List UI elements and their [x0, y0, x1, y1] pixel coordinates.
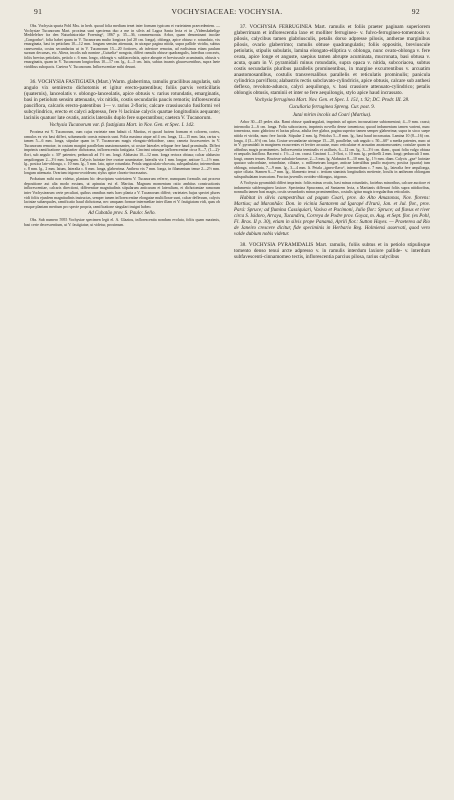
page-number-right: 92 — [411, 7, 420, 16]
synonym-36: Vochysia Tucanorum var. β. fastigiata Mart. in Nov. Gen. et Spec. I. 142. — [49, 122, 195, 128]
page-number-left: 91 — [34, 7, 43, 16]
habitat-37: Habitat in silvis campestribus ad pagum Coari, prov. do Alto Amazonas, Nov. florens: Martius; ad Maranhão: Don. in vicinia Santarem ad Igarapé d'Irurú, Jan. et Jul. flor., prov. Pará: Spruce; ad flumina Cassiquiari, Vasiva et Pacimoni, Julio flor.: Spruce; ad flavus et river circa S. Isidoro, Arraya, Tucandiru, Correya de Podre prov. Goyaz, m. Aug. et Sept. flor. (ex Pohl, Fl. Bras. II p. 30), etiam in silvis prope Panamá, Aprili flor.: Sutton Hayes. — Praeterea ad Rio de Janeiro crescere dicitur, fide speciminis in Herbario Reg. Holmiensi asservati, quod vero valde dubium nobis videtur. — [234, 196, 430, 238]
running-title: VOCHYSIACEAE: VOCHYSIA. — [171, 7, 283, 16]
species-heading-37: 37. VOCHYSIA FERRUGINEA Mart. ramulis et foliis praeter paginam superiorem glaberrimam et inflorescentia laxe et molliter ferrugineo- v. fulvo-ferrugineo-tomentosis v. pilosis, calycibus tamen glabriusculis, petalis dorso adpresse pilosis, antherae marginibus pilosis, ovario glaberrimo; ramulis obtuse quadrangulatis; foliis oppositis, breviuscule petiolatis, stipulis subulatis, lamina elongato-elliptica v. oblonga, nunc ovato-oblonga v. fere ovata, apice longe et anguste, saepius tamen abrupte acuminata, mucronata, basi obtusa v. acuta, quam in V. pyramidali minus rotundatis, supra opaca v. nitida, subcoriacea, subtus costis secundariis pluribus parallelis prominentibus, in margine excurrentibus v. arcuatim anastomosantibus, costulis transversalibus parallelis et reticulatis prominulis; panicula cylindrica parviflora; alabastris rectis subclavato-cylindricis, apice obtusis, calcare sub anthesi deflexo, revoluto-adunco, calyci aequilongo, v. basi crassiore attenuato-cylindrico; petalis oblongis obtusis, staminii et inter se fere aequilongis, stylo apice haud incrassato. — [234, 24, 430, 96]
synonym-37-c: Jutai mirim incolis ad Coari (Martius). — [292, 112, 372, 118]
observation-paragraph-2: Obs. Sub numero 5955 Vochysiae specimen legit el. A. Glaziou, inflorescentia nondum evoluta, foliis quam maximis, basi certe decrescentium, ut V. fastigiatae, ut videtur, proximum. — [24, 218, 220, 227]
observation-36: Probatum mihi non videtur, plantam hic descriptam varietatem V. Tucanorum referre, numquam formulis aut procera depositione aut alia modo exstans, ut apinatus est el. Martius. Magnam momentum ratio ambitus constructionis inflorescentiae, calcaris directioni, differentiae magnitudinis stipularum anticarum et lateralium, et dichotomiae ramorum inter Vochysiearum certe peculiari, quibus omnibus meis haec planta a V. Tucanorum differt; varietates hujus speciei plures vidi foliis ejusdem magnitudinis instructas, semper tamen inflorescentiae elongatae multiflorae sunt, calcar deflexum, calycis laciniae subaequales, ramificatio haud dichotoma, nec umquam formae intermediae inter illam et V. fastigiatam vidi, quas ob easque plantam meritum pro specie propria, ramificatione singulari insigni habeo. — [24, 177, 220, 209]
synonym-37-b: Cucullaria ferruginea Spreng. Cur. post. 9. — [288, 105, 376, 111]
locality-36: Ad Cubatão prov. S. Paulo: Sello. — [88, 210, 156, 216]
synonym-37-a: Vochysia ferruginea Mart. Nov. Gen. et Spec. I. 151, t. 92; DC. Prodr. III. 28. — [254, 97, 410, 103]
description-36: Proxima est V. Tucanorum, cum cujus varietate eam habuit cl. Martius, et quoad faciem formam et colorem, cortex, ramulos ex vix basi differt, solummodo consis minoris sunt. Folia maxima atque ad 4 cm. longa, 12—15 mm. lata, rarius v. tamen 5—6 mm. longa, stipulae quam in V. Tucanorum magis elongato-deltoideae, cano; rameta fuscescentes in V. Tucanorum remotae, in costam margini parallelam anastomosantes, ut costae laterales reliquae fere haud prominulis. Differt imprimis ramificatione regulariter dichotoma, inflorescentia fastigiata. Cincinni raiusque inflorescentiae circa 8—7, (1—2)-flori, sub angulo c. 30° patentes; pedunculi ad 1½ cm. longi. Alabastra 10—12 mm. longa rectora obtusa; calcar alabastro aequilongum 2—3½ mm. longum. Calycis laciniae fere ovatae acuminatae, lateralis vix 1 mm. longae, anticae 1—1½ mm. lg., postica late-oblonga, c. 10 mm. lg., 5 mm. lata, apice rotundata. Petala unguiculato-obovata, subspathulata; intermedium c. 8 mm. lg., 2 mm. latum, lateralia c. 6 mm. longa, glaberrima. Anthera vix 7 mm. longa, in filamentum tenue 2—2½ mm. longum attenuata. Ovarium trigono-ovoideum; stylus apice clavato-incrassatus. — [24, 130, 220, 176]
observation-37: A Vochysia pyramidali differt imprimis: foliis minus ovatis, basi minus rotundatis, faciebus minoribus, calcare auctiore et indumento subferrugineo laxiore. Specimina Spruceana, ad Santarem lecta, a Martianis differunt foliis supra nitidioribus, nonnulla tamen basi magis, costis secundariis minus prominentibus, costulis igitur magis irregularibus reticulatis. — [234, 181, 430, 195]
right-column — [234, 24, 430, 262]
observation-paragraph: Obs. Vochysia spuria Pohl Mss. in herb. quoad folia medium tenet inter formam typicam et varietatem praecedentem. — Vochysiae Tucanorum Mart. proxima sunt speciema duo a me in silvis ad Lagoa Santa lecta et in „Videnskabelige Meddelelser fra den Naturhistoriske Forening“, 1867 p. 35—36, commemorata. Arbor, quam denominant incolae „Congonha“, folia habet quam in V. Tucanorum multo longiora (ad 20 cm. longa), oblonga, apice obtuso v. rotundato, vix emarginata, basi in petiolum 10—12 mm. longum sensim attenuata, in utraque pagina nitida, supra pallide viridia, subtus canescentia, costas secundarias ut in V. Tucanorum 15—20 fortiores, ab inferiore remotas, ad earlisimas etiam paulum sursum decursas, etc. Altera, incolis sub nomine „Cuiuelia“ nongota, differt ramulis obtuse quadrangulis, lateribus concavis, foliis brevius petiolatis, petiolo c. 6 mm. longo, oblongis v. subliaceolatis, apice abrupte et breviuscule acuminatis, obtusis v. emarginatis, quam in V. Tucanorum longioribus 10—17 cm. lg., 4—5 cm. latis, subtus incanis glaucescentibus, supra laete viridibus subopacis. Caetera V. Tucanorum. Inflorescentiae mihi desunt. — [24, 24, 220, 69]
description-37: Arbor 30—45 pedes alta. Rami obtuse quadrangulati, imprimis ad apices incrassatione subtomentosi; 4—9 mm. crassi; internodia 2—6 cm. longa. Folia subcoriacea, imprimis novella dense tomentosa; quoad indumentum tamen varient, nunc tomentosa, nunc glabriora et laxius pilosa, adulta fere glabra, pagina superior tamen semper glaberrima; supra in sicco saepe nitida et viridia, nunc fere lucida. Stipulae 2 mm. lg. Petiolus 5—8 mm. lg., basi haud incrassatus. Lamina 10 (8—16) cm. longa, 4 (3—6½) cm. lata. Costae secundariae utrinque 15—20, parallelae, sub angulo c. 50—60° a media patentes, nunc ut in V. pyramidali in marginem excurrentes et leviter arcuatae, nunc reticulatae et arcuatim anastomosantes; costulae quam in affinibus magis prominentes. Inflorescentia terminalis et axillaris, 6—12 cm. lg., 3—3½ cm. diam., quasi folia vulgo obtusa et aequalis laxiflora. Racemi c. 1½—2 cm. crassi. Cincinni 1—3-flori, c. 10 mm. lg.; pedicelli 2 mm. longi; pedunculi 3 mm. longi, omnes tenues. Bracteae subulato-lanceae, 2—3 mm. lg. Alabastra 8—10 mm. lg., 1½ mm. diam. Calycis „gaz“ laciniae quatuor subcordatae, rotundatae, ciliatae, c. millimetrum longae, anticae lateralibus paullo majores; postica (quarta) tum oblonga, rotundata, 7—9 mm. lg., 3—4 mm. lt. Petala „igneo-flava“, intermedium c. 7 mm. lg., lateralia fere aequilonga, apice ciliata. Stamen 6—7 mm. lg., filamento tenui c. tertiam staminis longitudinis metiente, loculis in antheram oblongam subspathulatam truncatam. Fructus juvenilis ovoideo-oblongus, trigonus. — [234, 120, 430, 179]
species-heading-38: 38. VOCHYSIA PYRAMIDALIS Mart. ramulis, foliis subtus et in petiolo stipulisque tomento denso tenui arcte adpresso v. in ramulis interdum laxiore pallide- v. interdum subfavescenti-cinnamomeo tectis, inflorescentia parcius pilosa, rarius calycibus — [234, 242, 430, 261]
page-header — [22, 7, 432, 19]
species-heading-36: 36. VOCHYSIA FASTIGIATA (Mart.) Warm. glaberrima, ramulis gracilibus angulatis, sub angulo vix semirecto dichotomis et igitur erecto-patentibus; foliis parvis verticillatis (quaternis), lanceolatis v. oblongo-lanceolatis, apice obtusis v. rarius rotundatis, emarginatis, basi in petiolum sensim attenuatis, vix nitidis, costis secundariis paucis remotis; inflorescentia pauciflora, calcaris erecto-patentibus 1— v. rarius 2-floris; calcare crassiusculo fusiformi vel subcylindrico, erecto et calyci adpresso, fere ½ laciniae calycis quartae longitudinis aequante; laciniis quatuor late ovatis, anticis lateralis duplo fere superantibus; caetera V. Tucanorum. — [24, 79, 220, 122]
left-column — [24, 24, 220, 229]
